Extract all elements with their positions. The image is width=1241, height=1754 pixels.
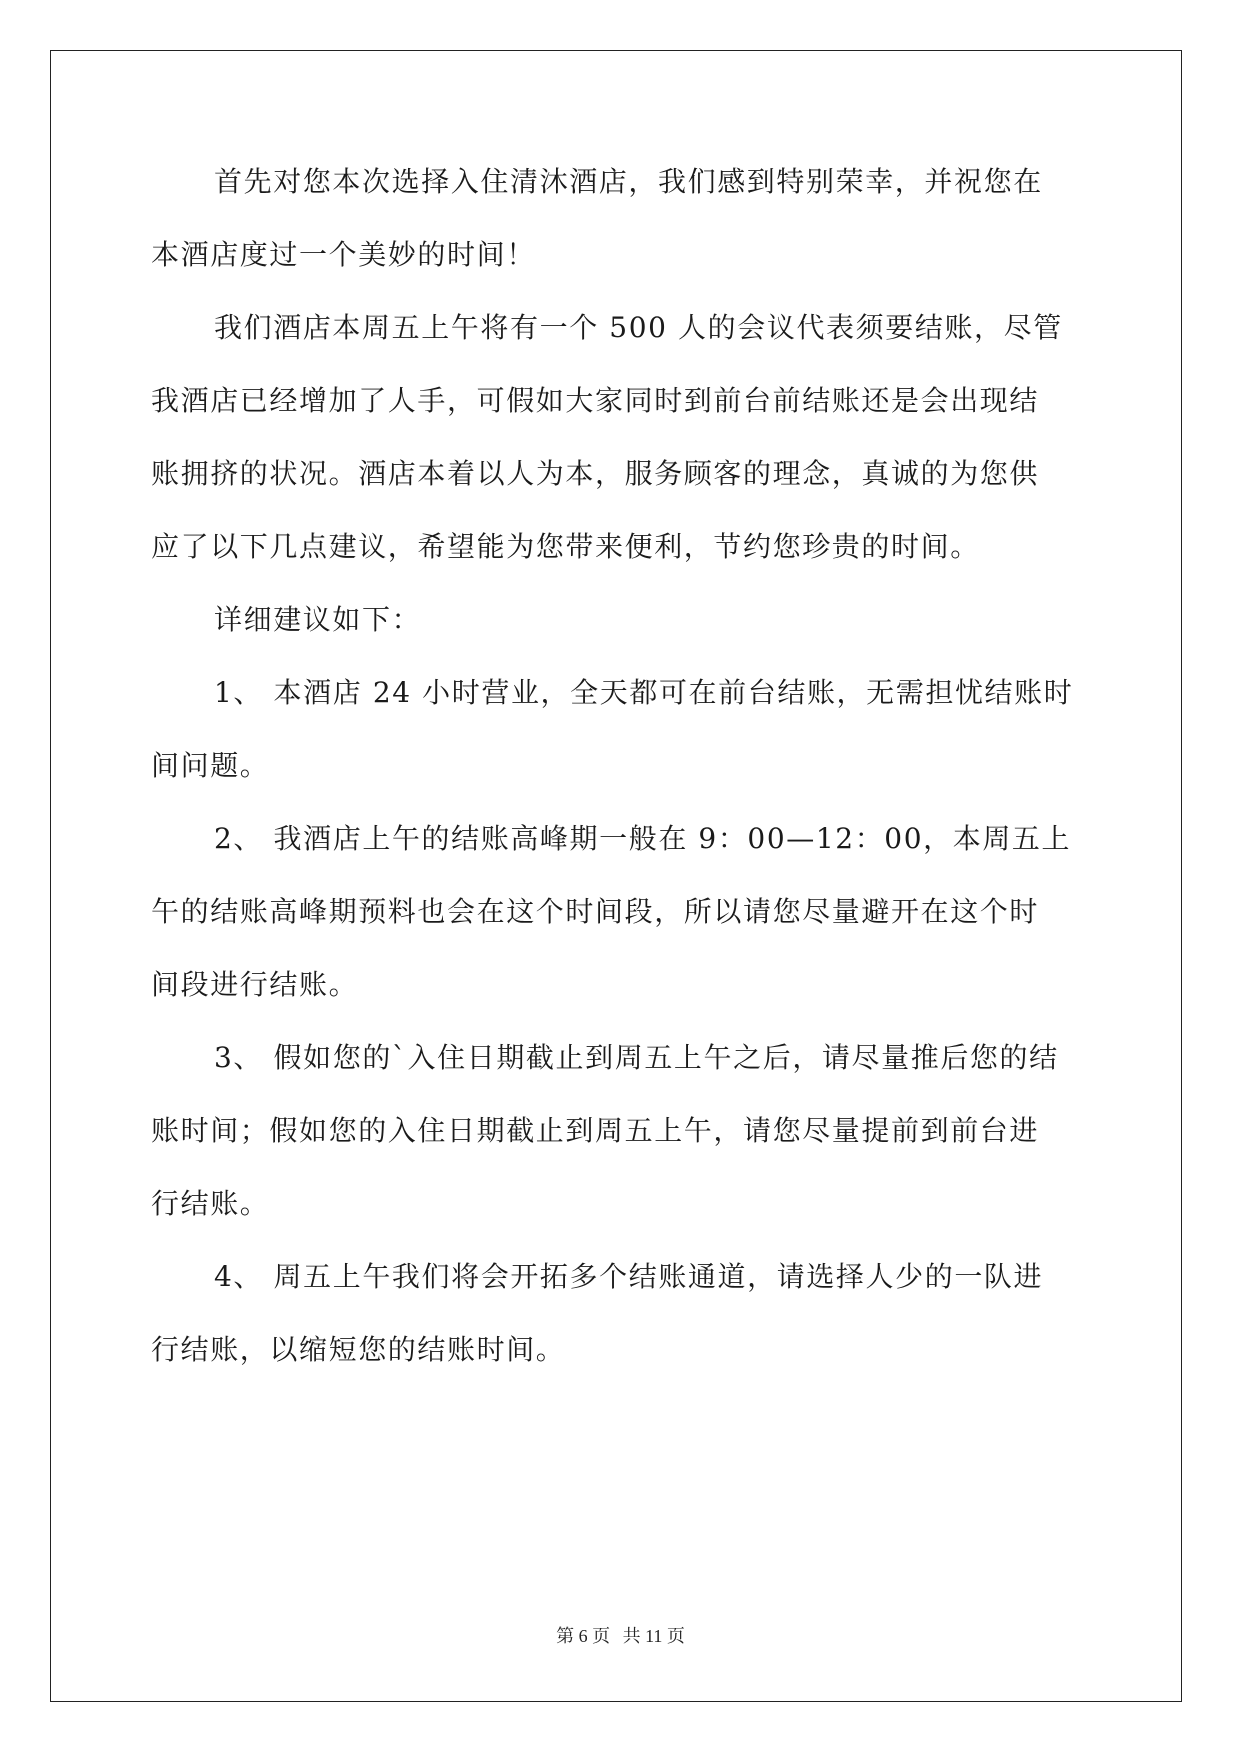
list-item-2-line-3: 间段进行结账。 bbox=[151, 968, 359, 1001]
list-item-3-line-1: 3、 假如您的`入住日期截止到周五上午之后，请尽量推后您的结 bbox=[214, 1041, 1059, 1074]
paragraph-1-line-2: 本酒店度过一个美妙的时间！ bbox=[151, 238, 536, 271]
total-pages: 共 11 页 bbox=[622, 1626, 685, 1646]
paragraph-2-line-4: 应了以下几点建议，希望能为您带来便利，节约您珍贵的时间。 bbox=[151, 530, 980, 563]
paragraph-2-line-1: 我们酒店本周五上午将有一个 500 人的会议代表须要结账，尽管 bbox=[214, 311, 1063, 344]
paragraph-2-line-2: 我酒店已经增加了人手，可假如大家同时到前台前结账还是会出现结 bbox=[151, 384, 1040, 417]
list-item-2-line-2: 午的结账高峰期预料也会在这个时间段，所以请您尽量避开在这个时 bbox=[151, 895, 1040, 928]
list-item-3-line-2: 账时间；假如您的入住日期截止到周五上午，请您尽量提前到前台进 bbox=[151, 1114, 1040, 1147]
list-item-1-line-2: 间问题。 bbox=[151, 749, 270, 782]
list-item-4-line-1: 4、 周五上午我们将会开拓多个结账通道，请选择人少的一队进 bbox=[214, 1260, 1044, 1293]
list-item-1-line-1: 1、 本酒店 24 小时营业，全天都可在前台结账，无需担忧结账时 bbox=[214, 676, 1074, 709]
page-border bbox=[50, 50, 1182, 1702]
page-footer bbox=[0, 1622, 1241, 1648]
paragraph-2-line-3: 账拥挤的状况。酒店本着以人为本，服务顾客的理念，真诚的为您供 bbox=[151, 457, 1040, 490]
list-item-3-line-3: 行结账。 bbox=[151, 1187, 270, 1220]
list-item-2-line-1: 2、 我酒店上午的结账高峰期一般在 9：00—12：00，本周五上 bbox=[214, 822, 1072, 855]
page-number: 第 6 页 bbox=[556, 1626, 611, 1646]
list-item-4-line-2: 行结账，以缩短您的结账时间。 bbox=[151, 1333, 566, 1366]
paragraph-1-line-1: 首先对您本次选择入住清沐酒店，我们感到特别荣幸，并祝您在 bbox=[214, 165, 1043, 198]
list-intro: 详细建议如下： bbox=[214, 603, 422, 636]
